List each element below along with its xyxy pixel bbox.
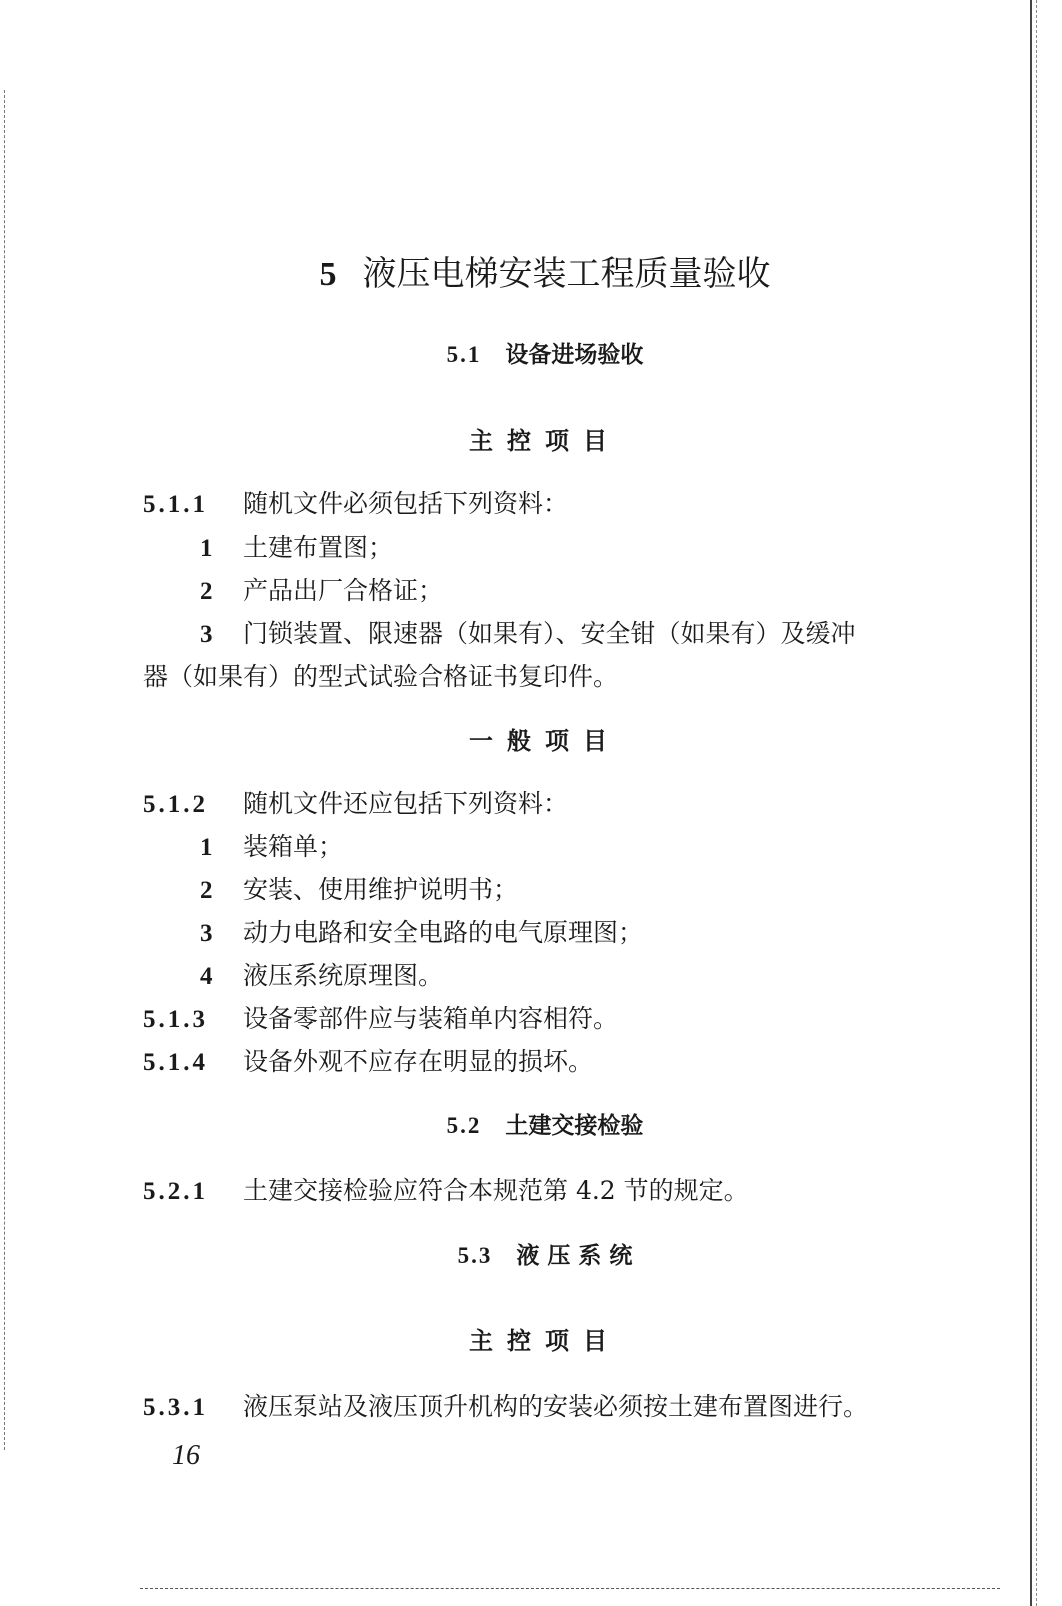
subheading-general: 一般项目 (469, 727, 621, 755)
section-heading-5-3: 5.3 液 压 系 统 (457, 1243, 633, 1269)
scan-edge-right-dashed (1036, 0, 1037, 1606)
section-heading-5-2: 5.2 土建交接检验 (446, 1113, 644, 1139)
clause-5-2-1: 5.2.1 土建交接检验应符合本规范第 4.2 节的规定。 (143, 1176, 749, 1205)
clause-5-1-1: 5.1.1 随机文件必须包括下列资料： (143, 489, 569, 518)
clause-5-1-4: 5.1.4 设备外观不应存在明显的损坏。 (143, 1047, 594, 1076)
section-heading-5-1: 5.1 设备进场验收 (446, 342, 644, 368)
chapter-title: 5 液压电梯安装工程质量验收 (319, 254, 771, 294)
list-item-continuation: 器（如果有）的型式试验合格证书复印件。 (143, 662, 619, 691)
scan-edge-bottom (140, 1588, 1000, 1589)
subheading-main-control-2: 主控项目 (469, 1327, 621, 1355)
page-number: 16 (172, 1440, 200, 1471)
list-item: 2 产品出厂合格证； (200, 576, 444, 605)
scan-edge-right (1030, 0, 1032, 1606)
clause-5-1-3: 5.1.3 设备零部件应与装箱单内容相符。 (143, 1004, 619, 1033)
clause-5-1-2: 5.1.2 随机文件还应包括下列资料： (143, 789, 569, 818)
list-item: 4 液压系统原理图。 (200, 961, 444, 990)
subheading-main-control: 主控项目 (469, 427, 621, 455)
clause-5-3-1: 5.3.1 液压泵站及液压顶升机构的安装必须按土建布置图进行。 (143, 1392, 869, 1421)
list-item: 2 安装、使用维护说明书； (200, 875, 519, 904)
list-item: 1 土建布置图； (200, 533, 394, 562)
list-item: 1 装箱单； (200, 832, 344, 861)
list-item: 3 动力电路和安全电路的电气原理图； (200, 918, 644, 947)
list-item: 3 门锁装置、限速器（如果有）、安全钳（如果有）及缓冲 (200, 619, 856, 648)
